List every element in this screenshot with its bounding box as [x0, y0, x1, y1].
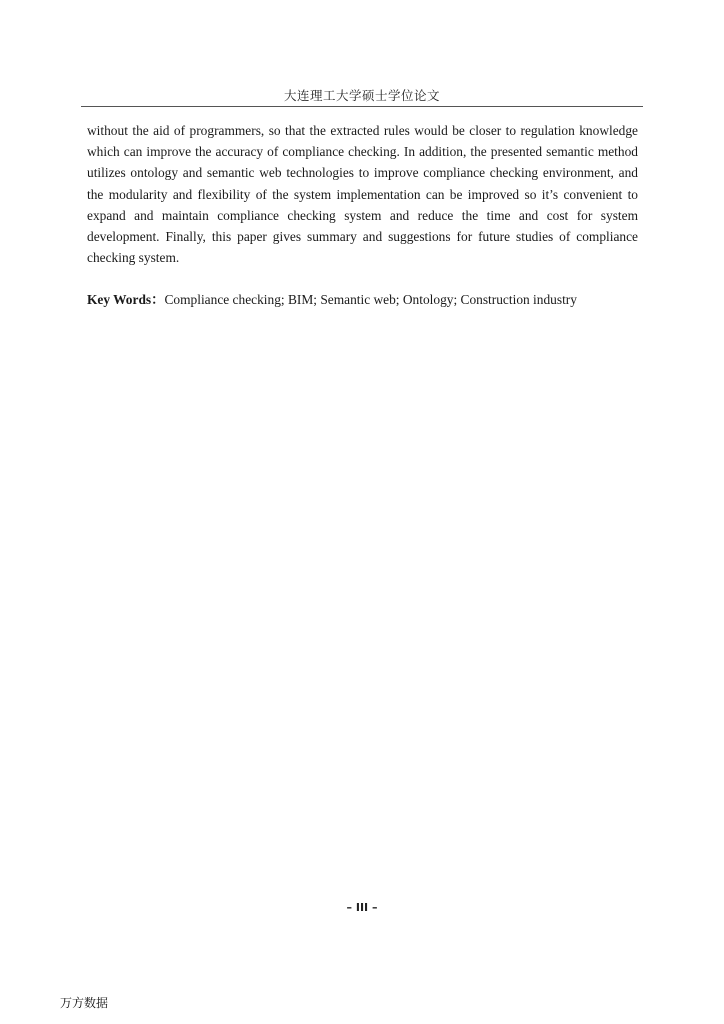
running-header: 大连理工大学硕士学位论文: [283, 88, 440, 103]
source-watermark: 万方数据: [60, 996, 109, 1010]
page-number: – III –: [346, 901, 378, 914]
header-rule: [81, 106, 643, 107]
keywords-value: Compliance checking; BIM; Semantic web; Ontology; Construction industry: [164, 292, 577, 307]
keywords-line: [87, 289, 638, 310]
abstract-paragraph: without the aid of programmers, so that the extracted rules would be closer to regulation knowledge which can improve the accuracy of compliance checking. In addition, the presented semantic method utilizes ontology and semantic web technologies to improve compliance checking environment, and the modularity and flexibility of the system implementation can be improved so it’s convenient to expand and maintain compliance checking system and reduce the time and cost for system development. Finally, this paper gives summary and suggestions for future studies of compliance checking system.: [87, 123, 638, 266]
keywords-label: Key Words：: [87, 292, 165, 307]
